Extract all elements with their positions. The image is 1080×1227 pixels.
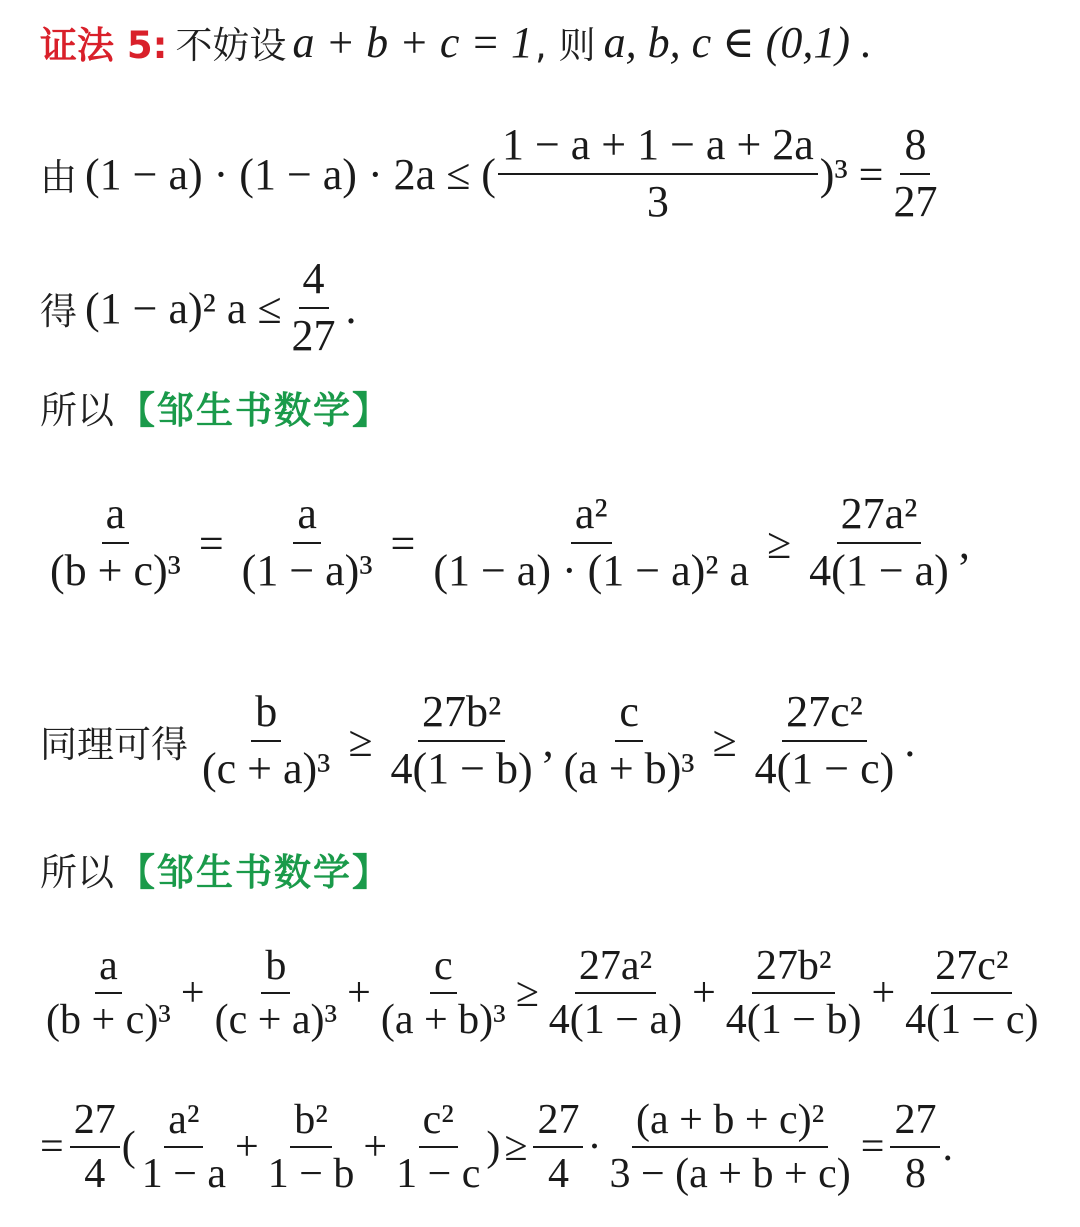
- numerator: 27: [890, 1096, 940, 1148]
- numerator: a: [293, 489, 321, 544]
- frac-27-over-4: [533, 1096, 583, 1199]
- numerator: b: [251, 687, 281, 742]
- plus-sign: +: [363, 1124, 388, 1170]
- amgm-result-numerator: 8: [900, 120, 930, 175]
- amgm-denominator: 3: [646, 177, 669, 226]
- numerator: c: [615, 687, 643, 742]
- final-chain: [40, 1082, 953, 1212]
- similarly-line: [40, 676, 915, 806]
- denominator: 3 − (a + b + c): [609, 1151, 851, 1197]
- therefore-line-1: [40, 382, 391, 432]
- denominator: 4(1 − c): [754, 744, 895, 793]
- bound-expression: (1 − a)² a ≤: [85, 283, 282, 333]
- numerator: 27a²: [575, 942, 656, 994]
- numerator: c²: [419, 1096, 458, 1148]
- frac-27a2-bound: [805, 489, 953, 596]
- frac-a2-over-1-minus-a: [138, 1096, 230, 1199]
- similarly-text: 同理可得: [40, 723, 188, 766]
- numerator: 27c²: [931, 942, 1012, 994]
- obtain-text: 得: [40, 290, 77, 333]
- therefore-line-2: [40, 844, 391, 894]
- bound-line: [40, 252, 357, 364]
- numerator: a: [95, 942, 122, 994]
- denominator: 1 − a: [141, 1151, 227, 1197]
- frac-b2-over-1-minus-b: [264, 1096, 359, 1199]
- source-tag: 【邹生书数学】: [118, 389, 391, 432]
- denominator: 1 − c: [396, 1151, 481, 1197]
- frac-27c2-bound: [751, 687, 899, 794]
- numerator: a²: [571, 489, 612, 544]
- source-tag: 【邹生书数学】: [118, 851, 391, 894]
- denominator: 4: [547, 1151, 569, 1197]
- amgm-result-denominator: 27: [893, 177, 938, 226]
- numerator: c: [430, 942, 457, 994]
- denominator: (1 − a) · (1 − a)² a: [433, 546, 750, 595]
- numerator: 27c²: [782, 687, 867, 742]
- frac-27a2-bound: [545, 942, 686, 1045]
- denominator: 1 − b: [267, 1151, 355, 1197]
- period: .: [904, 716, 916, 766]
- frac-c-over-ab: [377, 942, 510, 1045]
- numerator: b²: [290, 1096, 332, 1148]
- geq-sign: ≥: [712, 716, 737, 766]
- therefore-text: 所以: [40, 851, 114, 894]
- frac-27-over-8: [890, 1096, 940, 1199]
- frac-27b2-bound: [722, 942, 866, 1045]
- from-text: 由: [40, 156, 77, 199]
- denominator: 4(1 − a): [809, 546, 949, 595]
- numerator: b: [261, 942, 290, 994]
- frac-27b2-bound: [387, 687, 537, 794]
- frac-a-over-bc: [42, 942, 175, 1045]
- numerator: 27b²: [418, 687, 505, 742]
- bound-denominator: 27: [291, 311, 336, 360]
- proof-label: 证法 5:: [40, 24, 168, 67]
- equals-sign: =: [40, 1124, 64, 1170]
- frac-a-over-bc: [46, 489, 185, 596]
- comma: ,: [542, 716, 554, 766]
- numerator: 27: [533, 1096, 583, 1148]
- denominator: 4: [84, 1151, 106, 1197]
- geq-sign: ≥: [504, 1124, 528, 1170]
- numerator: a: [102, 489, 130, 544]
- bound-period: .: [345, 283, 357, 333]
- numerator: (a + b + c)²: [632, 1096, 828, 1148]
- frac-sum-squared: [605, 1096, 854, 1199]
- denominator: (a + b)³: [380, 997, 506, 1043]
- frac-a-squared-product: [429, 489, 753, 596]
- denominator: 4(1 − b): [725, 997, 862, 1043]
- denominator: (b + c)³: [50, 546, 181, 595]
- then-text: , 则: [535, 24, 596, 67]
- sum-inequality: [40, 928, 1044, 1058]
- numerator: a²: [164, 1096, 203, 1148]
- amgm-power: )³ =: [819, 149, 884, 199]
- term-a-chain: [40, 478, 970, 608]
- therefore-text: 所以: [40, 389, 114, 432]
- equals-sign: =: [390, 518, 416, 568]
- plus-sign: +: [692, 970, 716, 1016]
- geq-sign: ≥: [348, 716, 373, 766]
- dot-operator: ·: [587, 1124, 602, 1170]
- range-condition: a, b, c ∈ (0,1) .: [603, 17, 872, 67]
- geq-sign: ≥: [515, 970, 539, 1016]
- denominator: (c + a)³: [202, 744, 331, 793]
- denominator: (b + c)³: [46, 997, 171, 1043]
- amgm-line: [40, 118, 947, 230]
- denominator: (c + a)³: [214, 997, 338, 1043]
- comma: ,: [958, 518, 970, 568]
- sum-condition: a + b + c = 1: [292, 17, 534, 67]
- amgm-lhs: (1 − a) · (1 − a) · 2a ≤ (: [85, 149, 496, 199]
- frac-c2-over-1-minus-c: [392, 1096, 484, 1199]
- equals-sign: =: [860, 1124, 885, 1170]
- equals-sign: =: [198, 518, 224, 568]
- denominator: 8: [904, 1151, 926, 1197]
- geq-sign: ≥: [767, 518, 792, 568]
- proof-header-line: [40, 14, 872, 70]
- frac-27-over-4: [70, 1096, 120, 1199]
- close-paren: ): [486, 1124, 501, 1170]
- denominator: 4(1 − a): [548, 997, 683, 1043]
- denominator: (a + b)³: [563, 744, 695, 793]
- bound-numerator: 4: [299, 254, 329, 309]
- assume-text: 不妨设: [175, 24, 287, 67]
- plus-sign: +: [180, 970, 205, 1016]
- frac-b-over-ca: [211, 942, 342, 1045]
- plus-sign: +: [871, 970, 896, 1016]
- numerator: 27a²: [837, 489, 922, 544]
- denominator: 4(1 − c): [905, 997, 1039, 1043]
- frac-27c2-bound: [901, 942, 1042, 1045]
- bound-fraction: [288, 254, 340, 361]
- frac-c-over-ab: [560, 687, 699, 794]
- frac-b-over-ca: [198, 687, 334, 794]
- period: .: [942, 1124, 953, 1170]
- plus-sign: +: [235, 1124, 259, 1170]
- numerator: 27: [70, 1096, 120, 1148]
- plus-sign: +: [347, 970, 371, 1016]
- numerator: 27b²: [752, 942, 836, 994]
- amgm-fraction: [498, 120, 818, 227]
- amgm-numerator: 1 − a + 1 − a + 2a: [498, 120, 818, 175]
- open-paren: (: [121, 1124, 136, 1170]
- denominator: (1 − a)³: [241, 546, 373, 595]
- amgm-result-fraction: [889, 120, 941, 227]
- frac-a-over-1-minus-a: [238, 489, 377, 596]
- denominator: 4(1 − b): [390, 744, 533, 793]
